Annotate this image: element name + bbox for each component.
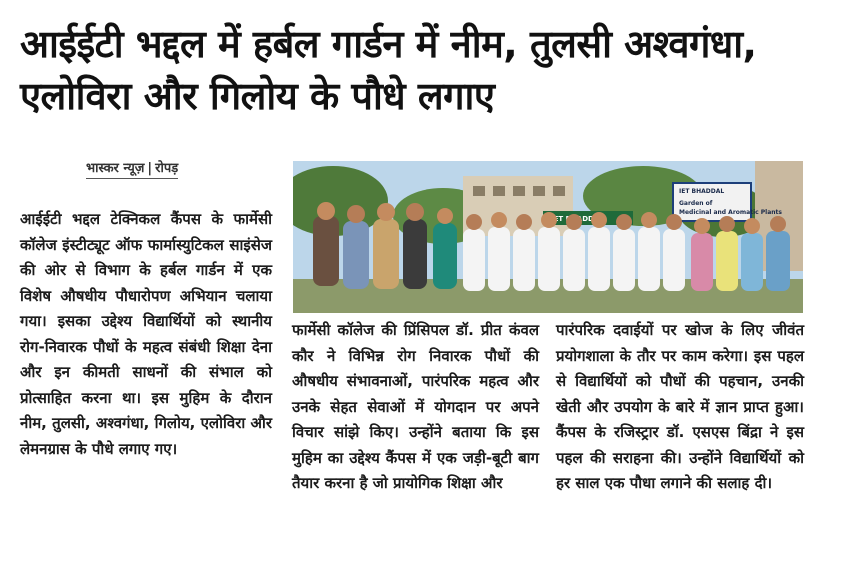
article-column-2: फार्मेसी कॉलेज की प्रिंसिपल डॉ. प्रीत कंवल कौर ने विभिन्न रोग निवारक पौधों की औषधीय संभावनाओं, पारंपरिक महत्व और उनके सेहत सेवाओं में योगदान पर अपने विचार सांझे किए। उन्होंने बताया कि इस मुहिम का उद्देश्य कैंपस में एक जड़ी-बूटी बाग तैयार करना है जो प्रायोगिक शिक्षा और bbox=[292, 321, 539, 492]
group-photo-illustration bbox=[293, 161, 803, 313]
article-column-1: आईईटी भद्दल टेक्निकल कैंपस के फार्मेसी कॉलेज इंस्टीट्यूट ऑफ फार्मास्युटिकल साइंसेज की ओर से विभाग के हर्बल गार्डन में एक विशेष औषधीय पौधारोपण अभियान चलाया गया। इसका उद्देश्य विद्यार्थियों को स्थानीय रोग-निवारक पौधों के महत्व संबंधी शिक्षा देना और इन कीमती साधनों की संभाल को प्रोत्साहित करना था। इस मुहिम के दौरान नीम, तुलसी, अश्वगंधा, गिलोय, एलोविरा और लेमनग्रास के पौधे लगाए गए। bbox=[20, 210, 272, 458]
news-photo bbox=[293, 161, 803, 313]
people-white-coats bbox=[463, 212, 685, 291]
headline: आईईटी भद्दल में हर्बल गार्डन में नीम, तुलसी अश्वगंधा, एलोविरा और गिलोय के पौधे लगाए bbox=[20, 22, 757, 118]
sign-logo: IET BHADDAL bbox=[679, 188, 725, 195]
sign-line-1: Garden of bbox=[679, 200, 713, 207]
article-column-3: पारंपरिक दवाईयों पर खोज के लिए जीवंत प्रयोगशाला के तौर पर काम करेगा। इस पहल से विद्यार्थियों को पौधों की पहचान, उनकी खेती और उपयोग के बारे में ज्ञान प्राप्त हुआ। कैंपस के रजिस्ट्रार डॉ. एसएस बिंद्रा ने इस पहल की सराहना की। उन्होंने विद्यार्थियों को हर साल एक पौधा लगाने की सलाह दी। bbox=[556, 321, 804, 492]
byline-separator: | bbox=[147, 161, 153, 176]
byline-source: भास्कर न्यूज़ bbox=[86, 161, 145, 176]
byline-location: रोपड़ bbox=[155, 161, 179, 176]
banner-text: IET BHADDAL bbox=[551, 215, 604, 223]
byline bbox=[86, 158, 178, 179]
sign-line-2: Medicinal and Aromatic Plants bbox=[679, 209, 782, 216]
